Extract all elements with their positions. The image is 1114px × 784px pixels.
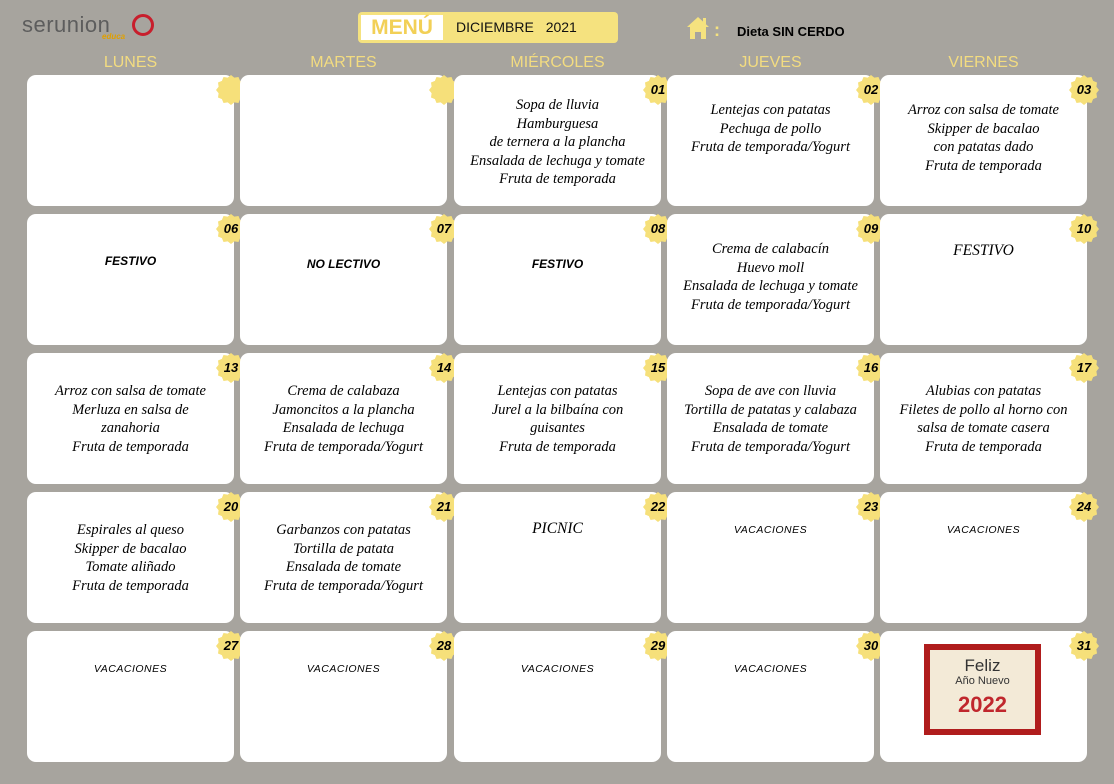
- menu-dishes: [667, 101, 874, 157]
- dish-line: Jamoncitos a la plancha: [272, 401, 415, 418]
- menu-dishes: [667, 240, 874, 314]
- day-cell-23: [667, 492, 879, 623]
- dish-line: con patatas dado: [933, 139, 1034, 155]
- day-number-badge: [1069, 492, 1099, 522]
- month-label: DICIEMBRE: [456, 19, 534, 35]
- day-number: 15: [650, 360, 666, 375]
- dish-line: Fruta de temporada/Yogurt: [691, 438, 850, 455]
- dish-line: Fruta de temporada/Yogurt: [264, 577, 423, 594]
- day-number: 09: [863, 221, 879, 236]
- vacation-label: VACACIONES: [306, 663, 381, 675]
- day-status-label: PICNIC: [532, 520, 583, 537]
- dish-line: Crema de calabacín: [711, 241, 830, 257]
- menu-dishes: [240, 521, 447, 595]
- dish-line: Ensalada de tomate: [285, 559, 402, 575]
- dish-line: Fruta de temporada: [925, 157, 1042, 174]
- day-number: 07: [436, 221, 452, 236]
- day-number: 14: [436, 360, 452, 375]
- menu-dishes: [240, 382, 447, 456]
- dish-line: guisantes: [530, 420, 585, 436]
- day-cell-27: [27, 631, 239, 762]
- dish-line: Crema de calabaza: [287, 383, 400, 399]
- day-status-label: NO LECTIVO: [306, 257, 381, 271]
- day-number: 28: [436, 638, 452, 653]
- home-icon: [685, 14, 720, 40]
- dish-line: zanahoria: [101, 420, 160, 436]
- menu-dishes: [27, 521, 234, 595]
- dish-line: Sopa de ave con lluvia: [704, 383, 837, 399]
- dish-line: Merluza en salsa de: [72, 401, 189, 418]
- card-line-ano-nuevo: Año Nuevo: [955, 675, 1010, 687]
- weekday-jueves: JUEVES: [739, 54, 802, 71]
- day-cell-03: [880, 75, 1092, 206]
- day-number: 03: [1076, 82, 1092, 97]
- day-cell-30: [667, 631, 879, 762]
- day-number: 20: [223, 499, 239, 514]
- dish-line: Fruta de temporada: [499, 171, 616, 187]
- dish-line: Hamburguesa: [516, 115, 599, 132]
- dish-line: Garbanzos con patatas: [276, 522, 411, 538]
- vacation-label: VACACIONES: [93, 663, 168, 675]
- day-number: 29: [650, 638, 666, 653]
- day-cell-02: [667, 75, 879, 206]
- day-cell-09: [667, 214, 879, 345]
- day-number: 01: [650, 82, 666, 97]
- day-status-label: FESTIVO: [953, 242, 1014, 259]
- day-cell-empty: [240, 75, 447, 206]
- day-number: 13: [223, 360, 239, 375]
- dish-line: Tortilla de patatas y calabaza: [684, 401, 857, 418]
- dish-line: Fruta de temporada/Yogurt: [691, 139, 850, 155]
- new-year-card-image: [924, 644, 1041, 735]
- menu-title-box: [358, 12, 618, 43]
- dish-line: Tomate aliñado: [85, 559, 176, 575]
- day-number-badge: [1069, 631, 1099, 661]
- dish-line: de ternera a la plancha: [489, 134, 626, 150]
- weekday-viernes: VIERNES: [948, 54, 1019, 71]
- dish-line: Pechuga de pollo: [719, 120, 822, 137]
- dish-line: Skipper de bacalao: [927, 120, 1040, 137]
- dish-line: Tortilla de patata: [293, 540, 394, 557]
- dish-line: Fruta de temporada: [72, 438, 189, 455]
- day-cell-29: [454, 631, 666, 762]
- day-cell-28: [240, 631, 452, 762]
- dish-line: Ensalada de lechuga: [282, 420, 405, 436]
- day-cell-13: [27, 353, 239, 484]
- day-cell-08: [454, 214, 666, 345]
- day-number: 02: [863, 82, 879, 97]
- dish-line: Arroz con salsa de tomate: [908, 102, 1059, 118]
- day-status-label: FESTIVO: [104, 254, 157, 268]
- menu-month-year: [456, 19, 577, 35]
- dish-line: Jurel a la bilbaína con: [491, 401, 624, 418]
- dish-line: Lentejas con patatas: [497, 383, 618, 399]
- day-number: 08: [650, 221, 666, 236]
- day-number: 27: [223, 638, 239, 653]
- dish-line: Fruta de temporada: [925, 438, 1042, 455]
- weekday-martes: MARTES: [310, 54, 377, 71]
- logo-mark-icon: [132, 14, 154, 36]
- menu-dishes: [454, 382, 661, 456]
- day-cell-14: [240, 353, 452, 484]
- day-number: 06: [223, 221, 239, 236]
- day-cell-22: [454, 492, 666, 623]
- card-line-year: 2022: [958, 692, 1007, 717]
- dish-line: Fruta de temporada/Yogurt: [691, 296, 850, 313]
- day-number: 30: [863, 638, 879, 653]
- day-cell-16: [667, 353, 879, 484]
- day-cell-empty: [27, 75, 234, 206]
- dish-line: Ensalada de lechuga y tomate: [683, 278, 858, 294]
- day-status-label: FESTIVO: [531, 257, 584, 271]
- day-cell-06: [27, 214, 239, 345]
- diet-label: Dieta SIN CERDO: [737, 24, 845, 39]
- day-number: 22: [650, 499, 666, 514]
- day-number: 31: [1076, 638, 1092, 653]
- dish-line: Fruta de temporada/Yogurt: [264, 438, 423, 455]
- home-separator: :: [714, 20, 720, 40]
- day-number: 10: [1076, 221, 1092, 236]
- day-cell-10: [880, 214, 1092, 345]
- card-line-feliz: Feliz: [964, 656, 1001, 675]
- day-cell-01: [454, 75, 666, 206]
- dish-line: Huevo moll: [736, 259, 805, 276]
- dish-line: Sopa de lluvia: [516, 97, 599, 113]
- dish-line: Fruta de temporada: [72, 577, 189, 594]
- vacation-label: VACACIONES: [946, 524, 1021, 536]
- day-cell-17: [880, 353, 1092, 484]
- day-number: 17: [1076, 360, 1092, 375]
- vacation-label: VACACIONES: [520, 663, 595, 675]
- menu-dishes: [667, 382, 874, 456]
- menu-dishes: [454, 96, 661, 189]
- vacation-label: VACACIONES: [733, 663, 808, 675]
- year-label: 2021: [545, 19, 577, 35]
- day-cell-24: [880, 492, 1092, 623]
- dish-line: Fruta de temporada: [499, 438, 616, 455]
- dish-line: Arroz con salsa de tomate: [55, 383, 206, 399]
- dish-line: Lentejas con patatas: [710, 102, 831, 118]
- dish-line: Espirales al queso: [76, 522, 185, 538]
- logo-text: serunion: [22, 12, 111, 37]
- dish-line: Skipper de bacalao: [74, 540, 187, 557]
- day-cell-20: [27, 492, 239, 623]
- dish-line: salsa de tomate casera: [917, 420, 1050, 436]
- menu-dishes: [880, 382, 1087, 456]
- dish-line: Filetes de pollo al horno con: [899, 401, 1068, 418]
- menu-dishes: [880, 101, 1087, 175]
- menu-label: MENÚ: [361, 15, 443, 40]
- dish-line: Alubias con patatas: [925, 383, 1042, 399]
- day-number-badge: [1069, 353, 1099, 383]
- dish-line: Ensalada de tomate: [712, 420, 829, 436]
- serunion-logo: [22, 10, 162, 44]
- weekday-lunes: LUNES: [103, 54, 158, 71]
- day-number: 21: [436, 499, 452, 514]
- day-number: 23: [863, 499, 879, 514]
- day-number: 16: [863, 360, 879, 375]
- day-cell-15: [454, 353, 666, 484]
- day-cell-07: [240, 214, 452, 345]
- logo-subtext: educa: [102, 32, 126, 41]
- dish-line: Ensalada de lechuga y tomate: [470, 152, 645, 169]
- vacation-label: VACACIONES: [733, 524, 808, 536]
- menu-dishes: [27, 382, 234, 456]
- weekday-miercoles: MIÉRCOLES: [510, 54, 605, 71]
- day-number: 24: [1076, 499, 1092, 514]
- day-number-badge: [1069, 214, 1099, 244]
- day-cell-31: [880, 631, 1092, 762]
- day-cell-21: [240, 492, 452, 623]
